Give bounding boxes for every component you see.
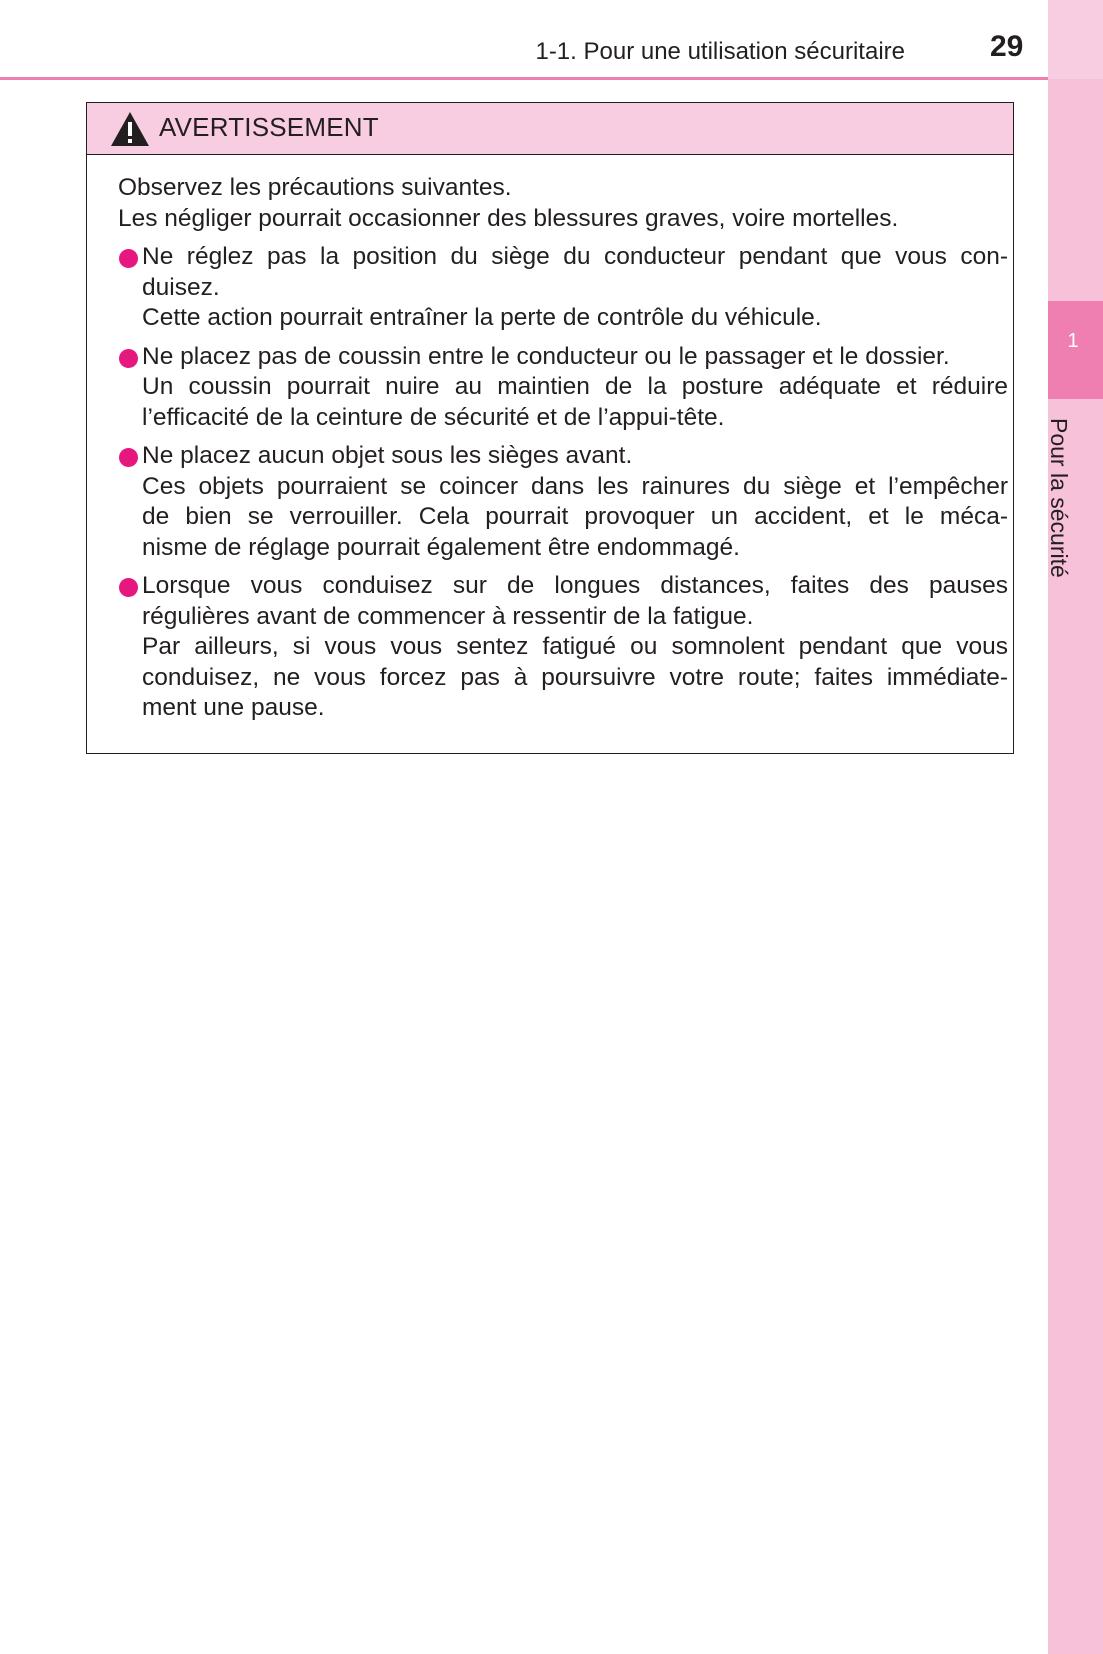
- bullet-dot-icon: [119, 249, 138, 268]
- item-line: Ne placez aucun objet sous les sièges avant.: [142, 442, 633, 469]
- chapter-title: Pour la sécurité: [1046, 418, 1072, 578]
- warning-triangle-icon: [110, 111, 150, 147]
- item-line: ment une pause.: [142, 694, 325, 721]
- item-line: duisez.: [142, 273, 220, 301]
- warning-box: [86, 102, 1014, 754]
- bullet-dot-icon: [119, 578, 138, 597]
- precaution-item: [118, 571, 1008, 724]
- precaution-item: [118, 242, 1008, 334]
- item-line: Ne placez pas de coussin entre le conducteur ou le passager et le dossier.: [142, 342, 950, 370]
- item-line: Un coussin pourrait nuire au maintien de la posture adéquate et réduire: [142, 373, 1008, 400]
- item-line: de bien se verrouiller. Cela pourrait provoquer un accident, et le méca-: [142, 503, 1008, 530]
- item-line: nisme de réglage pourrait également être endommagé.: [142, 533, 740, 561]
- warning-body: [118, 173, 1008, 724]
- item-line: conduisez, ne vous forcez pas à poursuivre votre route; faites immédiate-: [142, 663, 1008, 691]
- bullet-dot-icon: [119, 448, 138, 467]
- intro-line: Les négliger pourrait occasionner des blessures graves, voire mortelles.: [118, 204, 899, 232]
- page-number: 29: [990, 30, 1024, 63]
- header-rule: [0, 77, 1048, 80]
- bullet-dot-icon: [119, 349, 138, 368]
- side-margin-band: [1048, 0, 1103, 1654]
- item-line: Lorsque vous conduisez sur de longues distances, faites des pauses: [142, 572, 1008, 599]
- item-line: Cette action pourrait entraîner la perte de contrôle du véhicule.: [142, 304, 822, 331]
- precaution-item: [118, 342, 1008, 434]
- item-line: régulières avant de commencer à ressentir de la fatigue.: [142, 602, 754, 630]
- intro-line: Observez les précautions suivantes.: [118, 174, 512, 201]
- item-line: Ne réglez pas la position du siège du conducteur pendant que vous con-: [142, 243, 1008, 270]
- item-line: l’efficacité de la ceinture de sécurité et de l’appui-tête.: [142, 403, 725, 431]
- item-line: Par ailleurs, si vous vous sentez fatigué ou somnolent pendant que vous: [142, 633, 1008, 660]
- section-title: 1-1. Pour une utilisation sécuritaire: [535, 38, 905, 65]
- side-margin-band-top: [1048, 0, 1103, 79]
- chapter-number: 1: [1067, 330, 1079, 352]
- warning-title: AVERTISSEMENT: [159, 112, 379, 142]
- precaution-item: [118, 441, 1008, 563]
- warning-header: [87, 103, 1013, 155]
- item-line: Ces objets pourraient se coincer dans les rainures du siège et l’empêcher: [142, 472, 1008, 500]
